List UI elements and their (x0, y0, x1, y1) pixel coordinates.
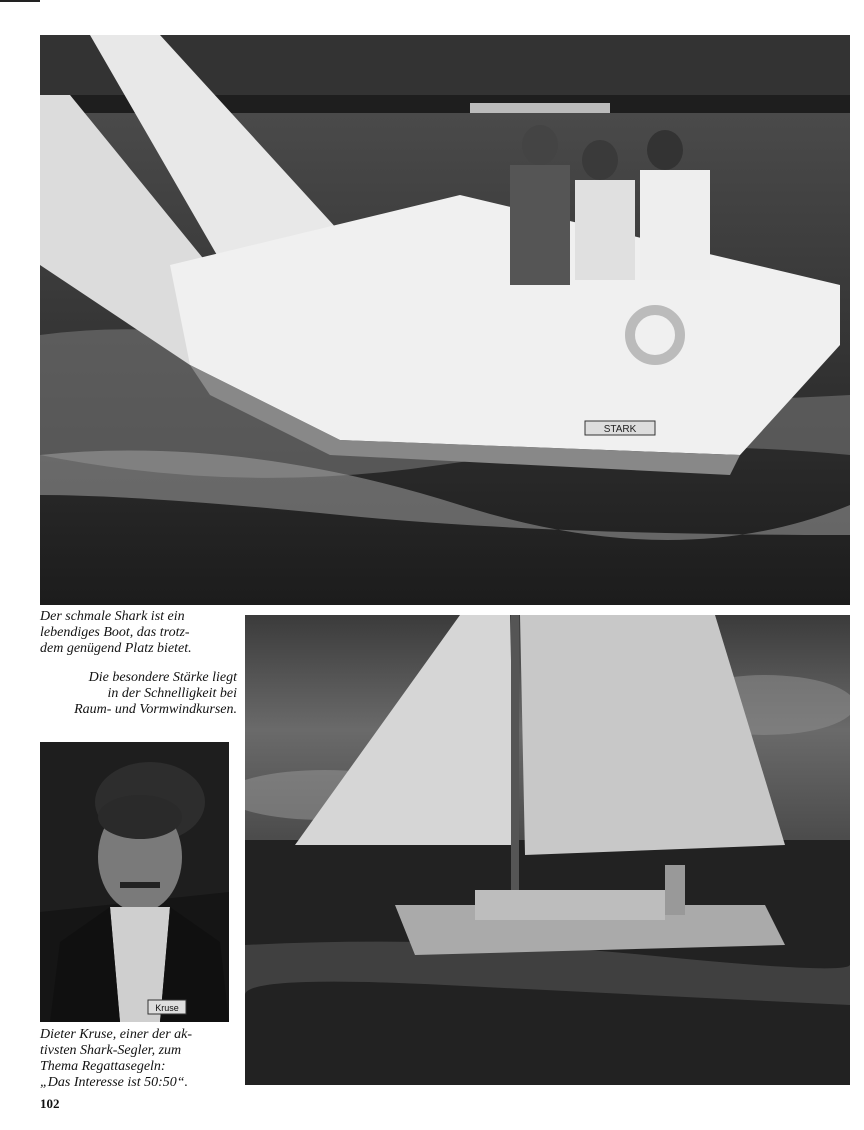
photo-sailboat-crew (40, 35, 850, 605)
name-badge: Kruse (155, 1003, 179, 1013)
caption-line: Raum- und Vormwindkursen. (74, 702, 237, 717)
caption-line: Dieter Kruse, einer der ak- (40, 1027, 193, 1042)
photo-portrait-dieter-kruse (40, 742, 229, 1022)
caption-portrait (40, 1027, 240, 1091)
caption-line: Thema Regattasegeln: (40, 1059, 166, 1074)
caption-line: Der schmale Shark ist ein (40, 609, 185, 624)
caption-strength (40, 670, 237, 718)
top-rule (0, 0, 40, 2)
caption-line: lebendiges Boot, das trotz- (40, 625, 190, 640)
caption-line: in der Schnelligkeit bei (107, 686, 237, 701)
caption-line: „Das Interesse ist 50:50“. (40, 1075, 189, 1090)
caption-line: tivsten Shark-Segler, zum (40, 1043, 182, 1058)
caption-line: Die besondere Stärke liegt (88, 670, 237, 685)
caption-line: dem genügend Platz bietet. (40, 641, 192, 656)
photo-sailboat-sky (245, 615, 850, 1085)
page-number: 102 (40, 1096, 60, 1111)
hull-lettering: STARK (603, 424, 637, 435)
caption-boat-intro (40, 609, 240, 657)
